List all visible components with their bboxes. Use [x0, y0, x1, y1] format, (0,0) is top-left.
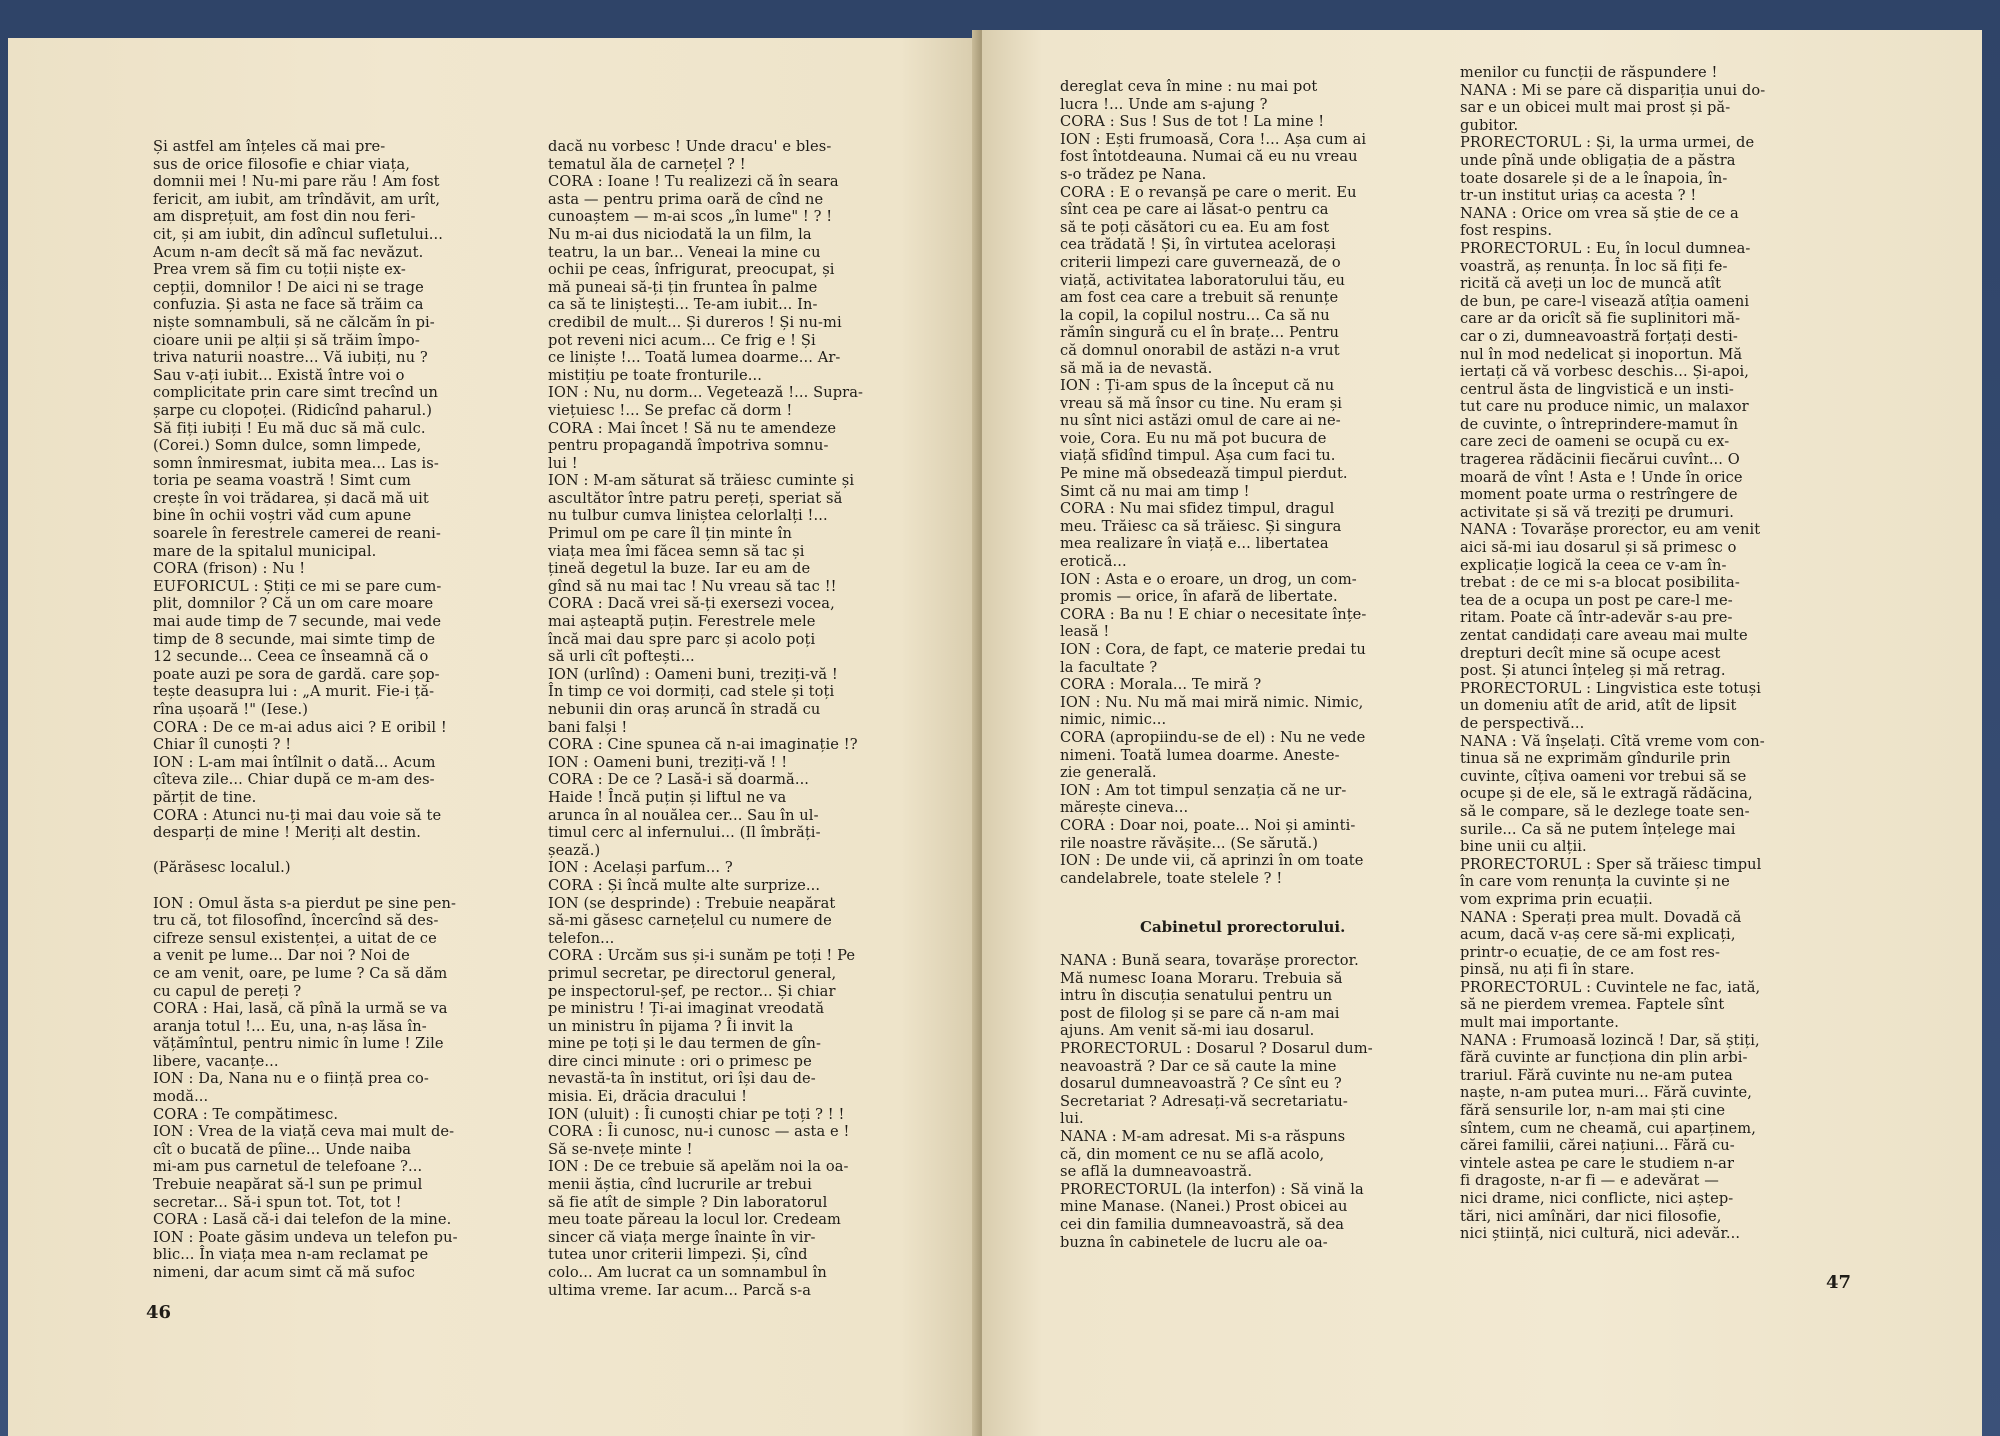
text-line: credibil de mult... Și dureros ! Și nu-mi [548, 313, 842, 331]
text-line: Și astfel am înțeles că mai pre- [153, 138, 386, 155]
text-line: CORA : De ce m-ai adus aici ? E oribil ! [153, 718, 447, 736]
text-line: voie, Cora. Eu nu mă pot bucura de [1060, 429, 1327, 447]
text-line: tru că, tot filosofînd, încercînd să des- [153, 912, 439, 930]
text-line: explicație logică la ceea ce v-am în- [1460, 556, 1727, 574]
text-line: CORA : Doar noi, poate... Noi și aminti- [1060, 816, 1356, 834]
text-line: lui ! [548, 454, 578, 472]
text-line: Chiar îl cunoști ? ! [153, 736, 292, 754]
text-line: arunca în al nouălea cer... Sau în ul- [548, 806, 819, 824]
text-line: cărei familii, cărei națiuni... Fără cu- [1460, 1137, 1735, 1155]
text-line: gînd să nu mai tac ! Nu vreau să tac !! [548, 577, 837, 595]
text-line: ION : Nu, nu dorm... Vegetează !... Supra- [548, 384, 864, 402]
text-line: cu capul de pereți ? [153, 982, 302, 1000]
text-line: ION : L-am mai întîlnit o dată... Acum [153, 753, 436, 771]
text-line: Sau v-ați iubit... Există între voi o [153, 366, 405, 384]
text-line: vom exprima prin ecuații. [1460, 890, 1653, 908]
page-number-right: 47 [1826, 1272, 1852, 1293]
text-line: cei din familia dumneavoastră, să dea [1060, 1215, 1345, 1233]
text-line: să mă ia de nevastă. [1060, 359, 1213, 377]
scene-heading: Cabinetul prorectorului. [1140, 918, 1346, 936]
text-line: gubitor. [1460, 116, 1519, 134]
text-line: ION : Am tot timpul senzația că ne ur- [1060, 781, 1347, 799]
text-line: toria pe seama voastră ! Simt cum [153, 472, 411, 490]
text-line: ION : De unde vii, că aprinzi în om toate [1060, 852, 1364, 870]
text-line: ION : Ești frumoasă, Cora !... Așa cum ai [1060, 130, 1367, 148]
text-line: erotică... [1060, 553, 1127, 571]
text-line: mai aude timp de 7 secunde, mai vede [153, 613, 442, 631]
text-line: mult mai importante. [1460, 1014, 1619, 1032]
text-line: cunoaștem — m-ai scos „în lume" ! ? ! [548, 208, 833, 226]
text-line: CORA : Sus ! Sus de tot ! La mine ! [1060, 113, 1325, 131]
text-line: CORA (frison) : Nu ! [153, 560, 306, 578]
text-line: fi dragoste, n-ar fi — e adevărat — [1460, 1172, 1719, 1190]
text-line: teatru, la un bar... Veneai la mine cu [548, 243, 821, 261]
text-line: ION : Asta e o eroare, un drog, un com- [1060, 570, 1357, 588]
text-line: crește în voi trădarea, și dacă mă uit [153, 489, 429, 507]
text-line: cîteva zile... Chiar după ce m-am des- [153, 771, 435, 789]
text-line: să fie atît de simple ? Din laboratorul [548, 1193, 828, 1211]
text-line: Prea vrem să fim cu toții niște ex- [153, 261, 406, 279]
text-line: rămîn singură cu el în brațe... Pentru [1060, 324, 1340, 342]
text-line: viață, activitatea laboratorului tău, eu [1060, 271, 1346, 289]
text-line: că, din moment ce nu se află acolo, [1060, 1145, 1325, 1163]
text-line: NANA : Vă înșelați. Cîtă vreme vom con- [1460, 732, 1765, 750]
text-line: unde pînă unde obligația de a păstra [1460, 151, 1736, 169]
text-line: încă mai dau spre parc și acolo poți [548, 630, 816, 648]
text-line: ION : Nu. Nu mă mai miră nimic. Nimic, [1060, 693, 1364, 711]
text-line: de bun, pe care-l visează atîția oameni [1460, 292, 1750, 310]
text-line: de perspectivă... [1460, 714, 1585, 732]
text-line: confuzia. Și asta ne face să trăim ca [153, 296, 424, 314]
text-line: pinsă, nu ați fi în stare. [1460, 961, 1635, 979]
text-line: țineă degetul la buze. Iar eu am de [548, 560, 811, 578]
text-line: mărește cineva... [1060, 799, 1189, 817]
text-line: Haide ! Încă puțin și liftul ne va [548, 788, 787, 806]
text-line: plit, domnilor ? Că un om care moare [153, 595, 434, 613]
text-line: activitate și să vă treziți pe drumuri. [1460, 503, 1734, 521]
text-line: aici să-mi iau dosarul și să primesc o [1460, 539, 1737, 557]
left-page [8, 38, 978, 1436]
text-line: (Părăsesc localul.) [153, 859, 291, 877]
text-line: ce liniște !... Toată lumea doarme... Ar- [548, 349, 841, 367]
text-line: șarpe cu clopoței. (Ridicînd paharul.) [153, 401, 433, 419]
text-line: nici drame, nici conflicte, nici aștep- [1460, 1190, 1734, 1207]
text-line: fără cuvinte ar funcționa din plin arbi- [1460, 1049, 1748, 1067]
text-line: ION : Omul ăsta s-a pierdut pe sine pen- [153, 894, 456, 912]
text-line: NANA : Tovarășe prorector, eu am venit [1460, 521, 1761, 539]
text-line: car o zi, dumneavoastră forțați desti- [1460, 327, 1738, 345]
text-line: ultima vreme. Iar acum... Parcă s-a [548, 1281, 812, 1299]
text-line: surile... Ca să ne putem înțelege mai [1460, 820, 1736, 838]
text-line: triva naturii noastre... Vă iubiți, nu ? [153, 349, 428, 367]
text-line: În timp ce voi dormiți, cad stele și toți [548, 683, 835, 701]
text-line [153, 877, 523, 895]
text-line: NANA : Orice om vrea să știe de ce a [1460, 204, 1739, 222]
text-line: CORA : Dacă vrei să-ți exersezi vocea, [548, 595, 835, 613]
text-line: CORA : Te compătimesc. [153, 1105, 339, 1123]
text-line: viețuiesc !... Se prefac că dorm ! [548, 401, 793, 419]
text-line: PRORECTORUL (la interfon) : Să vină la [1060, 1180, 1364, 1198]
text-line: Să fiți iubiți ! Eu mă duc să mă culc. [153, 419, 426, 437]
text-line: drepturi decît mine să ocupe acest [1460, 644, 1721, 662]
text-line: fericit, am iubit, am trîndăvit, am urît, [153, 190, 441, 208]
text-line: buzna în cabinetele de lucru ale oa- [1060, 1233, 1328, 1251]
text-line: nimic, nimic... [1060, 711, 1167, 729]
text-line: ION (se desprinde) : Trebuie neapărat [548, 894, 836, 912]
text-line: șează.) [548, 841, 601, 859]
text-line: promis — orice, în afară de libertate. [1060, 588, 1338, 606]
text-line: menilor cu funcții de răspundere ! [1460, 64, 1718, 81]
text-line: bani falși ! [548, 718, 628, 736]
text-line: nu tulbur cumva liniștea celorlalți !... [548, 507, 828, 525]
text-line: sîntem, cum ne cheamă, cui aparținem, [1460, 1119, 1756, 1137]
text-line: CORA : Hai, lasă, că pînă la urmă se va [153, 1000, 448, 1018]
text-line: Primul om pe care îl țin minte în [548, 525, 792, 543]
text-line: colo... Am lucrat ca un somnambul în [548, 1264, 827, 1281]
text-line: de cuvinte, o întreprindere-mamut în [1460, 415, 1739, 433]
text-line: am fost cea care a trebuit să renunțe [1060, 289, 1339, 307]
text-line: ritam. Poate că într-adevăr s-au pre- [1460, 609, 1733, 627]
right-page-column-1 [1060, 78, 1430, 887]
text-line: Pe mine mă obsedează timpul pierdut. [1060, 465, 1348, 483]
text-line: ION : Același parfum... ? [548, 859, 733, 877]
text-line: pe inspectorul-șef, pe rector... Și chiar [548, 982, 836, 1000]
text-line: desparți de mine ! Meriți alt destin. [153, 824, 421, 842]
text-line: modă... [153, 1088, 209, 1106]
text-line: ochii pe ceas, înfrigurat, preocupat, și [548, 261, 835, 279]
text-line: să urli cît poftești... [548, 648, 695, 666]
text-line: CORA : Morala... Te miră ? [1060, 676, 1262, 694]
text-line: mine pe toți și le dau termen de gîn- [548, 1035, 822, 1053]
text-line: Nu m-ai dus niciodată la un film, la [548, 225, 812, 243]
text-line: nimeni. Toată lumea doarme. Aneste- [1060, 746, 1340, 764]
text-line: trariul. Fără cuvinte nu ne-am putea [1460, 1066, 1733, 1084]
text-line: cepții, domnilor ! De aici ni se trage [153, 278, 424, 296]
text-line: să ne pierdem vremea. Faptele sînt [1460, 996, 1725, 1014]
text-line: Acum n-am decît să mă fac nevăzut. [153, 243, 424, 261]
text-line: tinua să ne exprimăm gîndurile prin [1460, 750, 1731, 768]
text-line: moară de vînt ! Asta e ! Unde în orice [1460, 468, 1743, 486]
text-line: ION : Ți-am spus de la început că nu [1060, 377, 1335, 395]
text-line: timp de 8 secunde, mai simte timp de [153, 630, 436, 648]
text-line: niște somnambuli, să ne călcăm în pi- [153, 313, 435, 331]
text-line: dire cinci minute : ori o primesc pe [548, 1052, 812, 1070]
text-line: fără sensurile lor, n-am mai ști cine [1460, 1102, 1726, 1120]
text-line: post. Și atunci înțeleg și mă retrag. [1460, 662, 1726, 680]
text-line: CORA (apropiindu-se de el) : Nu ne vede [1060, 728, 1366, 746]
text-line: trebat : de ce mi s-a blocat posibilita- [1460, 574, 1740, 592]
text-line [153, 842, 523, 860]
text-line: cea trădată ! Și, în virtutea acelorași [1060, 236, 1336, 254]
text-line: somn înmiresmat, iubita mea... Las is- [153, 454, 439, 472]
text-line: criterii limpezi care guvernează, de o [1060, 253, 1341, 271]
text-line: PRORECTORUL : Dosarul ? Dosarul dum- [1060, 1039, 1373, 1057]
text-line: blic... În viața mea n-am reclamat pe [153, 1246, 429, 1264]
text-line: nul în mod nedelicat și inoportun. Mă [1460, 345, 1743, 363]
text-line: misia. Ei, drăcia dracului ! [548, 1088, 748, 1106]
text-line: mi-am pus carnetul de telefoane ?... [153, 1158, 423, 1176]
left-page-column-2 [548, 138, 918, 1299]
text-line: Secretariat ? Adresați-vă secretariatu- [1060, 1092, 1348, 1110]
text-line: vreau să mă însor cu tine. Nu eram și [1060, 394, 1343, 412]
text-line: ca să te liniștești... Te-am iubit... In- [548, 296, 818, 314]
text-line: CORA : Ba nu ! E chiar o necesitate înțe- [1060, 605, 1367, 623]
text-line: pe ministru ! Ți-ai imaginat vreodată [548, 1000, 825, 1018]
text-line: la copil, la copilul nostru... Ca să nu [1060, 306, 1330, 324]
text-line: (Corei.) Somn dulce, somn limpede, [153, 437, 422, 455]
text-line: NANA : M-am adresat. Mi s-a răspuns [1060, 1127, 1346, 1145]
text-line: NANA : Frumoasă lozincă ! Dar, să știți, [1460, 1031, 1760, 1049]
text-line: pentru propagandă împotriva somnu- [548, 437, 829, 455]
text-line: rîna ușoară !" (Iese.) [153, 701, 309, 718]
text-line: ION (urlînd) : Oameni buni, treziți-vă ! [548, 665, 838, 683]
text-line: iertați că vă vorbesc deschis... Și-apoi, [1460, 363, 1749, 381]
text-line: dacă nu vorbesc ! Unde dracu' e bles- [548, 138, 832, 155]
text-line: mare de la spitalul municipal. [153, 542, 377, 560]
text-line: zie generală. [1060, 764, 1157, 782]
text-line: PRORECTORUL : Eu, în locul dumnea- [1460, 239, 1751, 257]
text-line: Să se-nvețe minte ! [548, 1140, 693, 1158]
text-line: Trebuie neapărat să-l sun pe primul [153, 1176, 423, 1194]
text-line: nevastă-ta în institut, ori își dau de- [548, 1070, 816, 1088]
text-line: libere, vacanțe... [153, 1052, 279, 1070]
text-line: părțit de tine. [153, 788, 257, 806]
text-line: tutea unor criterii limpezi. Și, cînd [548, 1246, 808, 1264]
text-line: 12 secunde... Ceea ce înseamnă că o [153, 648, 429, 666]
text-line: acum, dacă v-aș cere să-mi explicați, [1460, 926, 1736, 944]
text-line: Mă numesc Ioana Moraru. Trebuia să [1060, 969, 1343, 987]
text-line: CORA : Mai încet ! Să nu te amendeze [548, 419, 837, 437]
text-line: cifreze sensul existenței, a uitat de ce [153, 929, 437, 947]
text-line: meu toate păreau la locul lor. Credeam [548, 1211, 841, 1229]
text-line: să-mi găsesc carnețelul cu numere de [548, 912, 832, 930]
text-line: centrul ăsta de lingvistică e un insti- [1460, 380, 1734, 398]
text-line: ajuns. Am venit să-mi iau dosarul. [1060, 1022, 1315, 1040]
text-line: în care vom renunța la cuvinte și ne [1460, 873, 1730, 891]
text-line: CORA : Atunci nu-ți mai dau voie să te [153, 806, 442, 824]
text-line: meu. Trăiesc ca să trăiesc. Și singura [1060, 517, 1342, 535]
text-line: Simt că nu mai am timp ! [1060, 482, 1250, 500]
text-line: tr-un institut uriaș ca acesta ? ! [1460, 187, 1697, 205]
text-line: asta — pentru prima oară de cînd ne [548, 190, 824, 208]
text-line: care zeci de oameni se ocupă cu ex- [1460, 433, 1730, 451]
text-line: că domnul onorabil de astăzi n-a vrut [1060, 341, 1340, 359]
text-line: tește deasupra lui : „A murit. Fie-i ță- [153, 683, 435, 701]
text-line: CORA : E o revanșă pe care o merit. Eu [1060, 183, 1357, 201]
text-line: cît o bucată de pîine... Unde naiba [153, 1140, 412, 1158]
text-line: poate auzi pe sora de gardă. care șop- [153, 665, 440, 683]
text-line: NANA : Bună seara, tovarășe prorector. [1060, 952, 1359, 969]
text-line: ION : De ce trebuie să apelăm noi la oa- [548, 1158, 849, 1176]
text-line: ocupe și de ele, să le extragă rădăcina, [1460, 785, 1753, 803]
text-line: fost respins. [1460, 222, 1553, 240]
text-line: un domeniu atît de arid, atît de lipsit [1460, 697, 1737, 715]
text-line: mine Manase. (Nanei.) Prost obicei au [1060, 1198, 1348, 1216]
text-line: ce am venit, oare, pe lume ? Ca să dăm [153, 964, 448, 982]
text-line: PRORECTORUL : Sper să trăiesc timpul [1460, 855, 1762, 873]
text-line: sar e un obicei mult mai prost și pă- [1460, 99, 1731, 117]
right-page-column-1-continued [1060, 952, 1430, 1251]
text-line: cioare unii pe alții și să trăim împo- [153, 331, 420, 349]
text-line: secretar... Să-i spun tot. Tot, tot ! [153, 1193, 402, 1211]
text-line: CORA : Cine spunea că n-ai imaginație !? [548, 736, 858, 754]
left-page-column-1 [153, 138, 523, 1282]
text-line: candelabrele, toate stelele ? ! [1060, 869, 1283, 887]
text-line: CORA : Nu mai sfidez timpul, dragul [1060, 500, 1335, 518]
text-line: cuvinte, cîțiva oameni vor trebui să se [1460, 767, 1747, 785]
text-line: domnii mei ! Nu-mi pare rău ! Am fost [153, 173, 440, 191]
text-line: voastră, aș renunța. În loc să fiți fe- [1460, 257, 1728, 275]
text-line: primul secretar, pe directorul general, [548, 964, 837, 982]
text-line: dosarul dumneavoastră ? Ce sînt eu ? [1060, 1075, 1342, 1093]
text-line: să le compare, să le dezlege toate sen- [1460, 802, 1750, 820]
text-line: care ar da oricît să fie suplinitori mă- [1460, 310, 1741, 328]
text-line: post de filolog și se pare că n-am mai [1060, 1004, 1340, 1022]
text-line: tut care nu produce nimic, un malaxor [1460, 398, 1749, 416]
text-line: soarele în ferestrele camerei de reani- [153, 525, 441, 543]
text-line: fost întotdeauna. Numai că eu nu vreau [1060, 148, 1358, 166]
text-line: printr-o ecuație, de ce am fost res- [1460, 943, 1720, 961]
text-line: pot reveni nici acum... Ce frig e ! Și [548, 331, 816, 349]
text-line: ION (uluit) : Îi cunoști chiar pe toți ? ! ! [548, 1105, 845, 1123]
text-line: tări, nici amînări, dar nici filosofie, [1460, 1207, 1722, 1225]
text-line: viața mea îmi făcea semn să tac și [548, 542, 805, 560]
text-line: ION : Oameni buni, treziți-vă ! ! [548, 753, 788, 771]
text-line: lui. [1060, 1110, 1084, 1128]
text-line: CORA : Lasă că-i dai telefon de la mine. [153, 1211, 452, 1229]
text-line: EUFORICUL : Știți ce mi se pare cum- [153, 577, 442, 595]
text-line: telefon... [548, 929, 615, 947]
text-line: zentat candidați care aveau mai multe [1460, 627, 1748, 644]
text-line: nu sînt nici astăzi omul de care ai ne- [1060, 412, 1341, 430]
text-line: moment poate urma o restrîngere de [1460, 486, 1738, 504]
text-line: leasă ! [1060, 623, 1110, 641]
text-line: se află la dumneavoastră. [1060, 1163, 1253, 1181]
text-line: sus de orice filosofie e chiar viața, [153, 155, 411, 173]
text-line: CORA : Îi cunosc, nu-i cunosc — asta e ! [548, 1123, 850, 1141]
text-line: bine în ochii voștri văd cum apune [153, 507, 412, 525]
text-line: vățămîntul, pentru nimic în lume ! Zile [153, 1035, 444, 1053]
text-line: CORA : De ce ? Lasă-i să doarmă... [548, 771, 810, 789]
text-line: naște, n-am putea muri... Fără cuvinte, [1460, 1084, 1752, 1102]
text-line: sînt cea pe care ai lăsat-o pentru ca [1060, 201, 1329, 219]
text-line: ricită că aveți un loc de muncă atît [1460, 275, 1722, 293]
text-line: tea de a ocupa un post pe care-l me- [1460, 591, 1733, 609]
text-line: ION : M-am săturat să trăiesc cuminte și [548, 472, 855, 490]
text-line: un ministru în pijama ? Îi invit la [548, 1017, 794, 1035]
text-line: ION : Poate găsim undeva un telefon pu- [153, 1228, 458, 1246]
text-line: rile noastre răvășite... (Se sărută.) [1060, 834, 1319, 852]
text-line: la facultate ? [1060, 658, 1158, 676]
text-line: menii ăștia, cînd lucrurile ar trebui [548, 1176, 812, 1194]
text-line: NANA : Sperați prea mult. Dovadă că [1460, 908, 1742, 926]
text-line: mistițiu pe toate fronturile... [548, 366, 762, 384]
text-line: lucra !... Unde am s-ajung ? [1060, 95, 1268, 113]
text-line: dereglat ceva în mine : nu mai pot [1060, 78, 1318, 95]
text-line: am disprețuit, am fost din nou feri- [153, 208, 416, 226]
text-line: ION : Cora, de fapt, ce materie predai tu [1060, 641, 1366, 658]
text-line: s-o trădez pe Nana. [1060, 165, 1207, 183]
text-line: mai așteaptă puțin. Ferestrele mele [548, 613, 816, 631]
text-line: PRORECTORUL : Cuvintele ne fac, iată, [1460, 978, 1761, 996]
text-line: CORA : Ioane ! Tu realizezi că în seara [548, 173, 839, 191]
page-number-left: 46 [146, 1302, 172, 1323]
text-line: cit, și am iubit, din adîncul sufletului... [153, 225, 444, 243]
text-line: a venit pe lume... Dar noi ? Noi de [153, 947, 410, 965]
text-line: PRORECTORUL : Și, la urma urmei, de [1460, 134, 1755, 152]
text-line: ION : Da, Nana nu e o ființă prea co- [153, 1070, 429, 1088]
right-page-column-2 [1460, 64, 1860, 1243]
text-line: nimeni, dar acum simt că mă sufoc [153, 1264, 416, 1281]
text-line: mea realizare în viață e... libertatea [1060, 535, 1329, 553]
text-line: CORA : Urcăm sus și-i sunăm pe toți ! Pe [548, 947, 856, 965]
text-line: aranja totul !... Eu, una, n-aș lăsa în- [153, 1017, 427, 1035]
text-line: toate dosarele și de a le înapoia, în- [1460, 169, 1728, 187]
text-line: să te poți căsători cu ea. Eu am fost [1060, 218, 1330, 236]
text-line: mă puneai să-ți țin fruntea în palme [548, 278, 818, 296]
text-line: complicitate prin care simt trecînd un [153, 384, 438, 402]
text-line: timul cerc al infernului... (Il îmbrăți- [548, 824, 821, 842]
text-line: neavoastră ? Dar ce să caute la mine [1060, 1057, 1337, 1075]
text-line: PRORECTORUL : Lingvistica este totuși [1460, 679, 1762, 697]
text-line: ION : Vrea de la viață ceva mai mult de- [153, 1123, 455, 1141]
text-line: bine unii cu alții. [1460, 838, 1587, 856]
text-line: nici știință, nici cultură, nici adevăr... [1460, 1225, 1741, 1243]
text-line: CORA : Și încă multe alte surprize... [548, 876, 821, 894]
text-line: viață sfidînd timpul. Așa cum faci tu. [1060, 447, 1336, 465]
text-line: ascultător între patru pereți, speriat să [548, 489, 843, 507]
text-line: vintele astea pe care le studiem n-ar [1460, 1154, 1735, 1172]
text-line: tragerea rădăcinii fiecărui cuvînt... O [1460, 451, 1740, 469]
text-line: intru în discuția senatului pentru un [1060, 987, 1333, 1005]
text-line: nebunii din oraș aruncă în stradă cu [548, 701, 821, 718]
text-line: tematul ăla de carnețel ? ! [548, 155, 746, 173]
text-line: sincer că viața merge înainte în vir- [548, 1228, 816, 1246]
text-line: NANA : Mi se pare că dispariția unui do- [1460, 81, 1766, 99]
